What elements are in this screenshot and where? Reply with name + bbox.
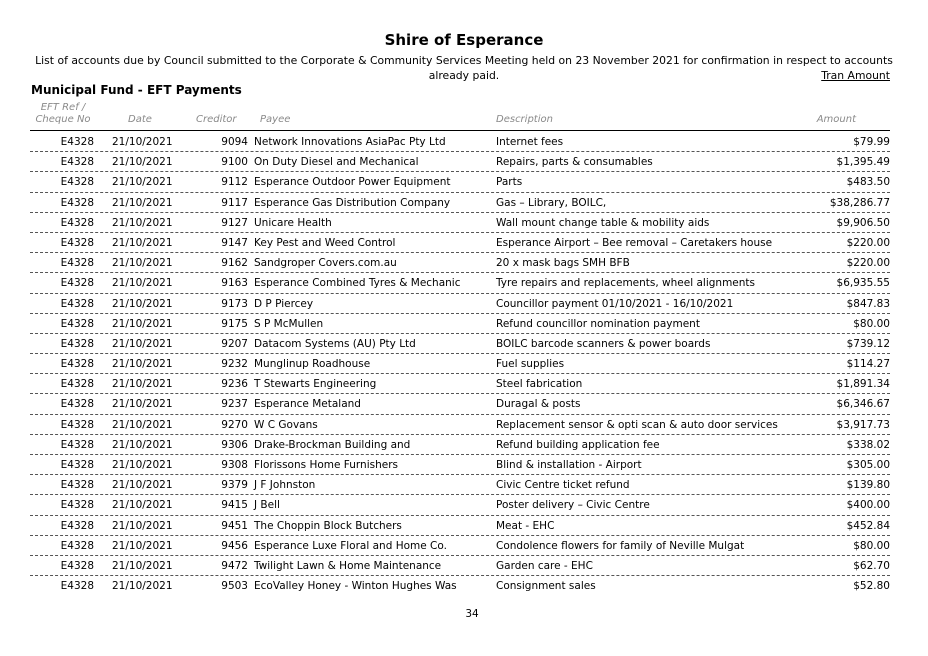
cell-payee: Esperance Outdoor Power Equipment bbox=[254, 176, 451, 189]
cell-payee: Drake-Brockman Building and bbox=[254, 438, 411, 451]
table-row bbox=[30, 213, 890, 233]
cell-date: 21/10/2021 bbox=[112, 559, 173, 572]
cell-amount: $80.00 bbox=[853, 317, 890, 330]
section-heading: Municipal Fund - EFT Payments bbox=[31, 83, 242, 97]
cell-date: 21/10/2021 bbox=[112, 277, 173, 290]
table-row bbox=[30, 172, 890, 192]
cell-ref: E4328 bbox=[60, 398, 94, 411]
cell-date: 21/10/2021 bbox=[112, 438, 173, 451]
table-row bbox=[30, 556, 890, 576]
cell-description: Tyre repairs and replacements, wheel alignments bbox=[496, 277, 755, 290]
cell-ref: E4328 bbox=[60, 216, 94, 229]
header-date: Date bbox=[128, 114, 152, 125]
cell-amount: $220.00 bbox=[846, 236, 890, 249]
cell-ref: E4328 bbox=[60, 519, 94, 532]
cell-ref: E4328 bbox=[60, 297, 94, 310]
cell-ref: E4328 bbox=[60, 136, 94, 148]
table-row bbox=[30, 273, 890, 293]
cell-ref: E4328 bbox=[60, 176, 94, 189]
cell-payee: On Duty Diesel and Mechanical bbox=[254, 156, 419, 169]
cell-amount: $114.27 bbox=[846, 358, 890, 371]
document-title: Shire of Esperance bbox=[384, 31, 544, 49]
cell-payee: Key Pest and Weed Control bbox=[254, 236, 396, 249]
cell-date: 21/10/2021 bbox=[112, 499, 173, 512]
table-row bbox=[30, 475, 890, 495]
cell-ref: E4328 bbox=[60, 257, 94, 270]
page-number: 34 bbox=[465, 608, 479, 620]
cell-description: Gas – Library, BOILC, bbox=[496, 196, 607, 209]
cell-creditor: 9415 bbox=[221, 499, 248, 512]
cell-amount: $79.99 bbox=[853, 136, 890, 148]
cell-ref: E4328 bbox=[60, 378, 94, 391]
cell-ref: E4328 bbox=[60, 580, 94, 593]
document-subtitle: List of accounts due by Council submitted to the Corporate & Community Services Meeting held on 23 November 2021 for confirmation in respect to accounts already paid. bbox=[35, 54, 893, 82]
cell-description: Refund councillor nomination payment bbox=[496, 317, 700, 330]
cell-date: 21/10/2021 bbox=[112, 539, 173, 552]
cell-creditor: 9237 bbox=[221, 398, 248, 411]
cell-payee: Esperance Metaland bbox=[254, 398, 361, 411]
cell-payee: Twilight Lawn & Home Maintenance bbox=[254, 559, 442, 572]
cell-description: Repairs, parts & consumables bbox=[496, 156, 653, 169]
cell-ref: E4328 bbox=[60, 337, 94, 350]
cell-payee: Florissons Home Furnishers bbox=[254, 459, 398, 471]
cell-description: Councillor payment 01/10/2021 - 16/10/2021 bbox=[496, 297, 734, 310]
cell-ref: E4328 bbox=[60, 236, 94, 249]
table-row bbox=[30, 576, 890, 596]
table-row bbox=[30, 152, 890, 172]
cell-amount: $338.02 bbox=[846, 438, 890, 451]
cell-date: 21/10/2021 bbox=[112, 216, 173, 229]
cell-payee: J Bell bbox=[254, 499, 280, 512]
cell-creditor: 9117 bbox=[221, 196, 248, 209]
cell-date: 21/10/2021 bbox=[112, 519, 173, 532]
cell-amount: $139.80 bbox=[846, 479, 890, 492]
header-payee: Payee bbox=[260, 114, 291, 125]
cell-date: 21/10/2021 bbox=[112, 358, 173, 371]
cell-payee: J F Johnston bbox=[254, 479, 316, 492]
table-row bbox=[30, 193, 890, 213]
cell-description: Steel fabrication bbox=[496, 378, 583, 391]
cell-creditor: 9162 bbox=[221, 257, 248, 270]
cell-amount: $38,286.77 bbox=[829, 196, 890, 209]
cell-amount: $305.00 bbox=[846, 459, 890, 471]
cell-ref: E4328 bbox=[60, 479, 94, 492]
header-creditor: Creditor bbox=[196, 114, 237, 125]
cell-creditor: 9503 bbox=[221, 580, 248, 593]
cell-payee: S P McMullen bbox=[254, 317, 324, 330]
cell-creditor: 9094 bbox=[221, 136, 248, 148]
cell-date: 21/10/2021 bbox=[112, 196, 173, 209]
table-row bbox=[30, 536, 890, 556]
table-row bbox=[30, 354, 890, 374]
cell-ref: E4328 bbox=[60, 559, 94, 572]
cell-ref: E4328 bbox=[60, 317, 94, 330]
cell-ref: E4328 bbox=[60, 438, 94, 451]
cell-description: Replacement sensor & opti scan & auto door services bbox=[496, 418, 778, 431]
cell-ref: E4328 bbox=[60, 459, 94, 471]
cell-creditor: 9270 bbox=[221, 418, 248, 431]
cell-ref: E4328 bbox=[60, 277, 94, 290]
cell-date: 21/10/2021 bbox=[112, 317, 173, 330]
cell-description: Poster delivery – Civic Centre bbox=[496, 499, 650, 512]
cell-payee: EcoValley Honey - Winton Hughes Was bbox=[254, 580, 457, 593]
table-row bbox=[30, 394, 890, 414]
cell-amount: $452.84 bbox=[846, 519, 890, 532]
cell-creditor: 9308 bbox=[221, 459, 248, 471]
cell-payee: Datacom Systems (AU) Pty Ltd bbox=[254, 337, 416, 350]
cell-amount: $6,935.55 bbox=[836, 277, 890, 290]
cell-description: Wall mount change table & mobility aids bbox=[496, 216, 710, 229]
cell-date: 21/10/2021 bbox=[112, 136, 173, 148]
header-ref: EFT Ref / Cheque No bbox=[35, 102, 91, 125]
cell-creditor: 9236 bbox=[221, 378, 248, 391]
table-row bbox=[30, 455, 890, 475]
table-row bbox=[30, 374, 890, 394]
table-header bbox=[30, 101, 890, 131]
cell-payee: Sandgroper Covers.com.au bbox=[254, 257, 397, 270]
cell-payee: Network Innovations AsiaPac Pty Ltd bbox=[254, 136, 446, 148]
cell-amount: $847.83 bbox=[846, 297, 890, 310]
cell-amount: $1,891.34 bbox=[836, 378, 890, 391]
cell-payee: Munglinup Roadhouse bbox=[254, 358, 371, 371]
table-row bbox=[30, 516, 890, 536]
cell-description: Esperance Airport – Bee removal – Caretakers house bbox=[496, 236, 773, 249]
cell-payee: T Stewarts Engineering bbox=[254, 378, 377, 391]
cell-amount: $3,917.73 bbox=[836, 418, 890, 431]
table-row bbox=[30, 253, 890, 273]
cell-amount: $80.00 bbox=[853, 539, 890, 552]
cell-date: 21/10/2021 bbox=[112, 398, 173, 411]
cell-creditor: 9112 bbox=[221, 176, 248, 189]
cell-date: 21/10/2021 bbox=[112, 236, 173, 249]
cell-ref: E4328 bbox=[60, 196, 94, 209]
cell-creditor: 9456 bbox=[221, 539, 248, 552]
cell-description: 20 x mask bags SMH BFB bbox=[496, 257, 630, 270]
cell-creditor: 9451 bbox=[221, 519, 248, 532]
cell-amount: $9,906.50 bbox=[836, 216, 890, 229]
table-row bbox=[30, 415, 890, 435]
cell-payee: Esperance Gas Distribution Company bbox=[254, 196, 451, 209]
cell-payee: W C Govans bbox=[254, 418, 318, 431]
cell-description: Condolence flowers for family of Neville Mulgat bbox=[496, 539, 745, 552]
cell-payee: Esperance Luxe Floral and Home Co. bbox=[254, 539, 447, 552]
table-row bbox=[30, 334, 890, 354]
cell-amount: $220.00 bbox=[846, 257, 890, 270]
cell-date: 21/10/2021 bbox=[112, 378, 173, 391]
cell-creditor: 9127 bbox=[221, 216, 248, 229]
table-row bbox=[30, 294, 890, 314]
cell-description: Blind & installation - Airport bbox=[496, 459, 642, 471]
cell-description: Meat - EHC bbox=[496, 519, 555, 532]
cell-payee: The Choppin Block Butchers bbox=[254, 519, 402, 532]
cell-ref: E4328 bbox=[60, 499, 94, 512]
cell-ref: E4328 bbox=[60, 358, 94, 371]
cell-amount: $400.00 bbox=[846, 499, 890, 512]
cell-creditor: 9207 bbox=[221, 337, 248, 350]
cell-date: 21/10/2021 bbox=[112, 176, 173, 189]
cell-description: Duragal & posts bbox=[496, 398, 581, 411]
cell-creditor: 9147 bbox=[221, 236, 248, 249]
cell-creditor: 9100 bbox=[221, 156, 248, 169]
cell-date: 21/10/2021 bbox=[112, 580, 173, 593]
cell-date: 21/10/2021 bbox=[112, 459, 173, 471]
cell-date: 21/10/2021 bbox=[112, 479, 173, 492]
cell-creditor: 9163 bbox=[221, 277, 248, 290]
cell-creditor: 9175 bbox=[221, 317, 248, 330]
cell-payee: Esperance Combined Tyres & Mechanic bbox=[254, 277, 461, 290]
cell-description: Refund building application fee bbox=[496, 438, 660, 451]
table-row bbox=[30, 132, 890, 152]
cell-creditor: 9306 bbox=[221, 438, 248, 451]
cell-amount: $6,346.67 bbox=[836, 398, 890, 411]
cell-date: 21/10/2021 bbox=[112, 297, 173, 310]
table-row bbox=[30, 233, 890, 253]
cell-amount: $739.12 bbox=[846, 337, 890, 350]
payments-table bbox=[30, 132, 890, 596]
cell-amount: $483.50 bbox=[846, 176, 890, 189]
cell-description: Garden care - EHC bbox=[496, 559, 593, 572]
table-row bbox=[30, 495, 890, 515]
cell-description: BOILC barcode scanners & power boards bbox=[496, 337, 711, 350]
cell-description: Parts bbox=[496, 176, 523, 189]
cell-payee: D P Piercey bbox=[254, 297, 314, 310]
cell-creditor: 9472 bbox=[221, 559, 248, 572]
header-description: Description bbox=[496, 114, 553, 125]
cell-amount: $52.80 bbox=[853, 580, 890, 593]
cell-description: Consignment sales bbox=[496, 580, 596, 593]
cell-description: Fuel supplies bbox=[496, 358, 565, 371]
cell-amount: $62.70 bbox=[853, 559, 890, 572]
cell-description: Civic Centre ticket refund bbox=[496, 479, 630, 492]
cell-description: Internet fees bbox=[496, 136, 564, 148]
header-amount: Amount bbox=[816, 114, 856, 125]
cell-ref: E4328 bbox=[60, 539, 94, 552]
cell-ref: E4328 bbox=[60, 156, 94, 169]
cell-date: 21/10/2021 bbox=[112, 337, 173, 350]
cell-amount: $1,395.49 bbox=[836, 156, 890, 169]
cell-date: 21/10/2021 bbox=[112, 156, 173, 169]
cell-date: 21/10/2021 bbox=[112, 257, 173, 270]
cell-date: 21/10/2021 bbox=[112, 418, 173, 431]
table-row bbox=[30, 314, 890, 334]
cell-ref: E4328 bbox=[60, 418, 94, 431]
cell-creditor: 9173 bbox=[221, 297, 248, 310]
table-row bbox=[30, 435, 890, 455]
cell-payee: Unicare Health bbox=[254, 216, 332, 229]
tran-amount-label: Tran Amount bbox=[821, 69, 890, 82]
cell-creditor: 9379 bbox=[221, 479, 248, 492]
cell-creditor: 9232 bbox=[221, 358, 248, 371]
